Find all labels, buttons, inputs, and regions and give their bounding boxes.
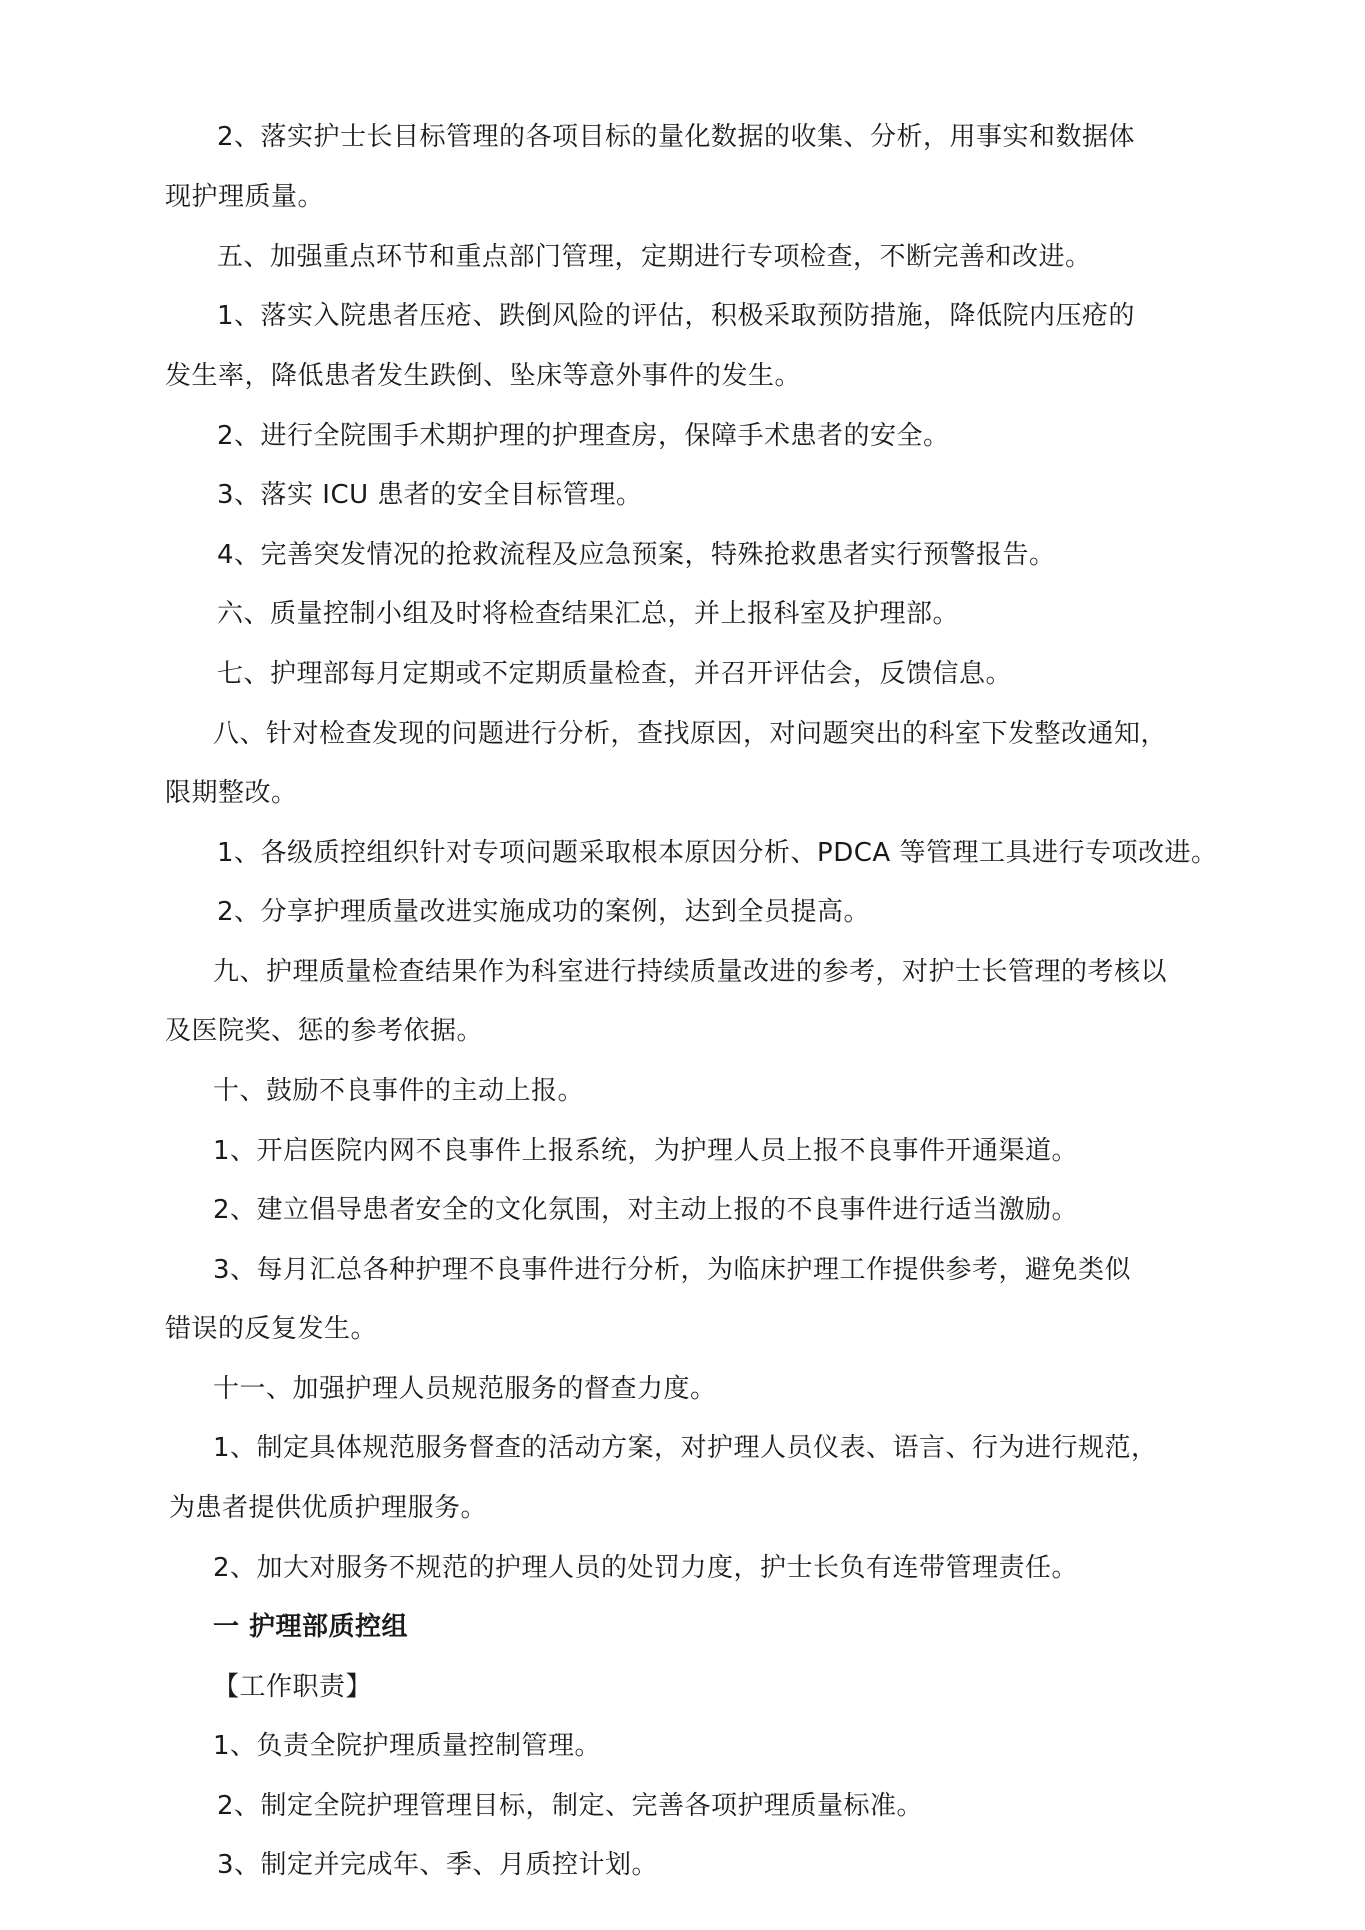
paragraph-line: 限期整改。 — [165, 778, 298, 808]
section-heading: 九、护理质量检查结果作为科室进行持续质量改进的参考，对护士长管理的考核以 — [213, 957, 1168, 987]
paragraph-line: 错误的反复发生。 — [165, 1314, 378, 1344]
section-heading: 八、针对检查发现的问题进行分析，查找原因，对问题突出的科室下发整改通知， — [213, 719, 1168, 749]
paragraph-line: 1、负责全院护理质量控制管理。 — [213, 1731, 602, 1761]
section-heading: 七、护理部每月定期或不定期质量检查，并召开评估会，反馈信息。 — [217, 659, 1013, 689]
paragraph-line: 3、制定并完成年、季、月质控计划。 — [217, 1850, 659, 1880]
duties-heading: 【工作职责】 — [213, 1672, 373, 1702]
section-heading: 五、加强重点环节和重点部门管理，定期进行专项检查，不断完善和改进。 — [217, 242, 1092, 272]
section-heading: 十、鼓励不良事件的主动上报。 — [213, 1076, 585, 1106]
group-heading: 一 护理部质控组 — [213, 1612, 409, 1642]
paragraph-line: 1、落实入院患者压疮、跌倒风险的评估，积极采取预防措施，降低院内压疮的 — [217, 301, 1136, 331]
paragraph-line: 3、落实 ICU 患者的安全目标管理。 — [217, 480, 643, 510]
paragraph-line: 2、制定全院护理管理目标，制定、完善各项护理质量标准。 — [217, 1791, 924, 1821]
paragraph-line: 现护理质量。 — [165, 182, 325, 212]
paragraph-line: 2、落实护士长目标管理的各项目标的量化数据的收集、分析，用事实和数据体 — [217, 122, 1136, 152]
paragraph-line: 2、进行全院围手术期护理的护理查房，保障手术患者的安全。 — [217, 421, 950, 451]
paragraph-line: 1、制定具体规范服务督查的活动方案，对护理人员仪表、语言、行为进行规范， — [213, 1433, 1158, 1463]
section-heading: 六、质量控制小组及时将检查结果汇总，并上报科室及护理部。 — [217, 599, 960, 629]
paragraph-line: 及医院奖、惩的参考依据。 — [165, 1016, 484, 1046]
paragraph-line: 2、建立倡导患者安全的文化氛围，对主动上报的不良事件进行适当激励。 — [213, 1195, 1079, 1225]
paragraph-line: 1、各级质控组织针对专项问题采取根本原因分析、PDCA 等管理工具进行专项改进。 — [217, 838, 1218, 868]
paragraph-line: 4、完善突发情况的抢救流程及应急预案，特殊抢救患者实行预警报告。 — [217, 540, 1056, 570]
paragraph-line: 3、每月汇总各种护理不良事件进行分析，为临床护理工作提供参考，避免类似 — [213, 1255, 1132, 1285]
paragraph-line: 发生率，降低患者发生跌倒、坠床等意外事件的发生。 — [165, 361, 802, 391]
paragraph-line: 1、开启医院内网不良事件上报系统，为护理人员上报不良事件开通渠道。 — [213, 1136, 1079, 1166]
section-heading: 十一、加强护理人员规范服务的督查力度。 — [213, 1374, 717, 1404]
paragraph-line: 2、加大对服务不规范的护理人员的处罚力度，护士长负有连带管理责任。 — [213, 1553, 1079, 1583]
paragraph-line: 为患者提供优质护理服务。 — [169, 1493, 488, 1523]
paragraph-line: 2、分享护理质量改进实施成功的案例，达到全员提高。 — [217, 897, 871, 927]
